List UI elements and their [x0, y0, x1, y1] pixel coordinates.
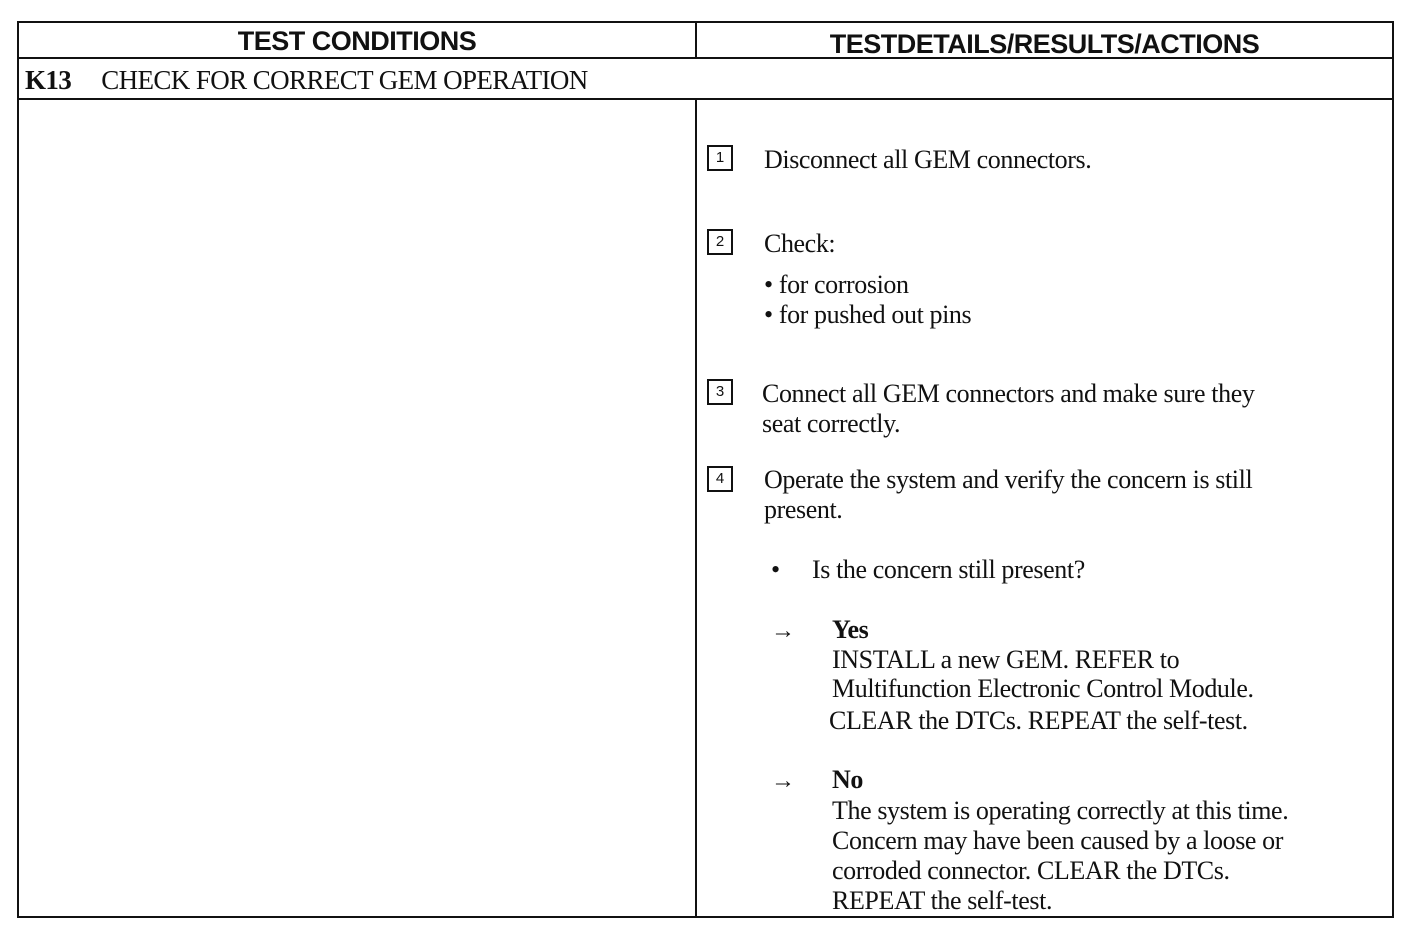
yes-label: Yes: [832, 615, 869, 644]
step-4-text-line-1: Operate the system and verify the concern is still: [764, 465, 1253, 494]
no-action-line-3: corroded connector. CLEAR the DTCs.: [832, 856, 1230, 885]
step-4-text-line-2: present.: [764, 495, 843, 524]
step-4-number-box: 4: [707, 466, 733, 492]
step-2-text: Check:: [764, 229, 836, 258]
title-divider: [19, 98, 1392, 100]
step-2-bullet-1-text: for corrosion: [778, 270, 909, 299]
test-title: CHECK FOR CORRECT GEM OPERATION: [101, 65, 588, 95]
test-conditions-header: TEST CONDITIONS: [19, 23, 697, 59]
no-action-line-4: REPEAT the self-test.: [832, 886, 1053, 915]
step-2-bullet-1: • for corrosion: [764, 270, 909, 299]
question-bullet: •: [771, 555, 780, 584]
step-1-number-box: 1: [707, 145, 733, 171]
test-title-row: [25, 61, 588, 99]
step-3-number-box: 3: [707, 379, 733, 405]
test-details-header: TESTDETAILS/RESULTS/ACTIONS: [829, 29, 1260, 59]
yes-action-line-2: Multifunction Electronic Control Module.: [832, 674, 1254, 703]
question-text: Is the concern still present?: [812, 555, 1085, 584]
step-3-text-line-1: Connect all GEM connectors and make sure they: [762, 379, 1255, 408]
step-2-bullet-2: • for pushed out pins: [764, 300, 972, 329]
step-3-text-line-2: seat correctly.: [762, 409, 901, 438]
test-table: [17, 21, 1394, 918]
yes-action-line-1: INSTALL a new GEM. REFER to: [832, 645, 1180, 674]
no-action-line-2: Concern may have been caused by a loose or: [832, 826, 1284, 855]
header-divider: [19, 57, 1392, 59]
column-divider: [695, 100, 697, 918]
no-label: No: [832, 765, 863, 794]
step-2-bullet-2-text: for pushed out pins: [778, 300, 972, 329]
step-1-text: Disconnect all GEM connectors.: [764, 145, 1092, 174]
no-action-line-1: The system is operating correctly at this time.: [832, 796, 1289, 825]
no-arrow-icon: →: [771, 768, 795, 794]
yes-action-line-3: CLEAR the DTCs. REPEAT the self-test.: [829, 706, 1248, 735]
step-2-number-box: 2: [707, 229, 733, 255]
yes-arrow-icon: →: [771, 618, 795, 644]
test-code: K13: [25, 65, 72, 95]
